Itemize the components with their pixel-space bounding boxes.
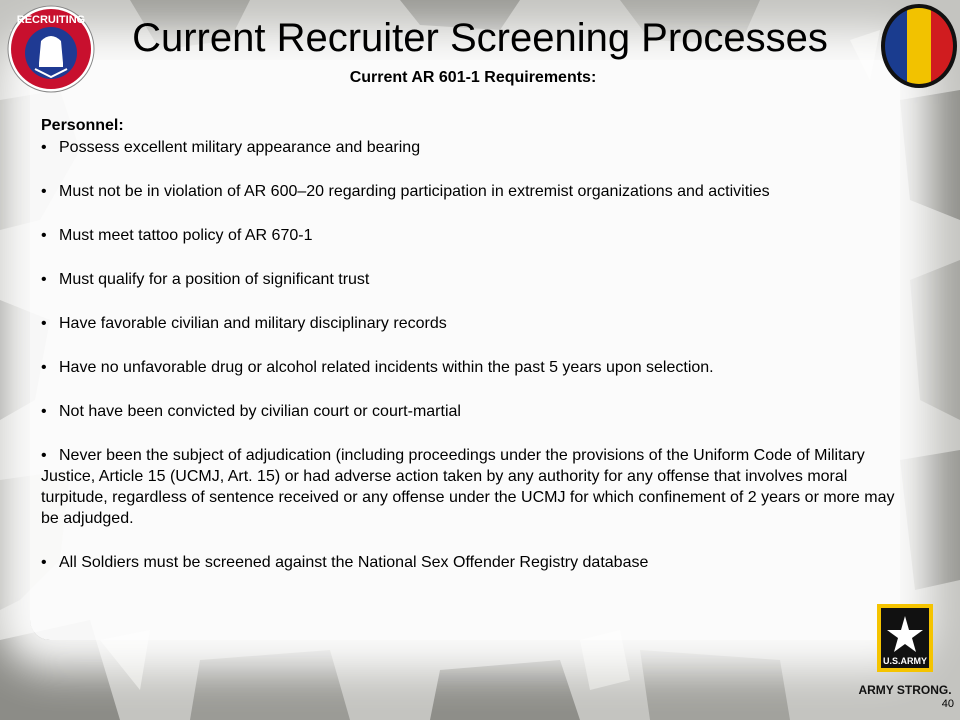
svg-text:ARMY STRONG.: ARMY STRONG. — [858, 683, 952, 697]
requirement-item — [41, 181, 901, 202]
slide-title: Current Recruiter Screening Processes — [132, 16, 828, 60]
bullet-marker: • — [41, 227, 47, 244]
section-label: Personnel: — [41, 117, 124, 134]
bullet-marker: • — [41, 403, 47, 420]
requirement-item — [41, 357, 901, 378]
requirement-text: Must meet tattoo policy of AR 670-1 — [59, 227, 313, 244]
requirement-text: Must qualify for a position of significant trust — [59, 271, 370, 288]
requirements-list — [41, 137, 901, 573]
bullet-marker: • — [41, 554, 47, 571]
bullet-marker: • — [41, 183, 47, 200]
requirement-text: Have no unfavorable drug or alcohol related incidents within the past 5 years upon selection. — [59, 359, 714, 376]
bullet-marker: • — [41, 271, 47, 288]
svg-text:U.S.ARMY: U.S.ARMY — [882, 656, 928, 666]
bullet-marker: • — [41, 447, 47, 464]
requirement-item — [41, 552, 901, 573]
requirement-text: Have favorable civilian and military disciplinary records — [59, 315, 447, 332]
requirement-item — [41, 401, 901, 422]
bullet-marker: • — [41, 139, 47, 156]
requirement-text: Never been the subject of adjudication (including proceedings under the provisions of the Uniform Code of Military Justice, Article 15 (UCMJ, Art. 15) or had adverse action taken by any authority for any offense that involves moral turpitude, regardless of sentence received or any offense under the UCMJ for which confinement of 2 years or more may be adjudged. — [41, 447, 895, 527]
requirement-item — [41, 137, 901, 158]
requirement-item — [41, 225, 901, 246]
requirement-text: Must not be in violation of AR 600–20 regarding participation in extremist organizations and activities — [59, 183, 770, 200]
requirement-item — [41, 269, 901, 290]
slide-subtitle: Current AR 601-1 Requirements: — [349, 69, 597, 86]
requirements-content — [41, 115, 901, 596]
svg-text:RECRUITING: RECRUITING — [16, 14, 86, 26]
requirement-text: Possess excellent military appearance and bearing — [59, 139, 421, 156]
page-number: 40 — [941, 698, 954, 710]
requirement-item — [41, 313, 901, 334]
bullet-marker: • — [41, 315, 47, 332]
requirement-text: Not have been convicted by civilian court or court-martial — [59, 403, 461, 420]
bullet-marker: • — [41, 359, 47, 376]
us-army-logo — [847, 604, 955, 704]
requirement-item — [41, 445, 901, 529]
requirement-text: All Soldiers must be screened against the National Sex Offender Registry database — [59, 554, 649, 571]
